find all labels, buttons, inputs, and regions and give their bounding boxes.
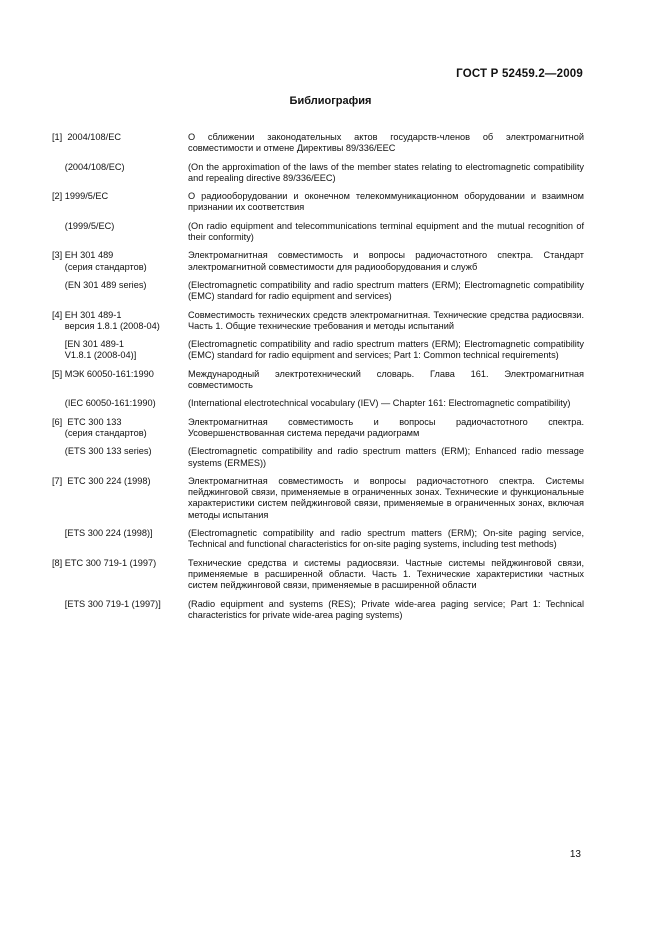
entry-pair-english	[52, 280, 584, 303]
reference-title: (Radio equipment and systems (RES); Private wide-area paging service; Part 1: Technical characteristics for private wide-area paging systems)	[188, 598, 584, 620]
reference-line: (IEC 60050-161:1990)	[52, 398, 156, 409]
reference-line: [1] 2004/108/ЕС	[52, 132, 121, 142]
reference-title: Электромагнитная совместимость и вопросы радиочастотного спектра. Стандарт электромагнитной совместимости для радиооборудования и служб	[188, 250, 584, 272]
reference-designation	[52, 528, 188, 551]
reference-line: [ETS 300 719-1 (1997)]	[52, 598, 161, 609]
entry-pair-russian	[52, 310, 584, 333]
reference-line: [4] ЕН 301 489-1	[52, 309, 122, 320]
reference-line: (EN 301 489 series)	[52, 279, 147, 290]
page-number: 13	[569, 849, 581, 860]
reference-designation	[52, 417, 188, 440]
reference-title: (Electromagnetic compatibility and radio spectrum matters (ERM); Electromagnetic compatibility (EMC) standard for radio equipment and services)	[188, 279, 584, 302]
reference-line: [ETS 300 224 (1998)]	[52, 528, 153, 539]
bibliography-entry-2	[52, 191, 584, 243]
reference-title: Совместимость технических средств электромагнитная. Технические средства радиосвязи. Часть 1. Общие технические требования и методы испытаний	[188, 309, 584, 331]
reference-title: (Electromagnetic compatibility and radio spectrum matters (ERM); Electromagnetic compatibility (EMC) standard for radio equipment and services; Part 1: Common technical requirements)	[188, 339, 584, 361]
reference-line: [5] МЭК 60050-161:1990	[52, 368, 154, 379]
entry-pair-russian	[52, 558, 584, 592]
entry-pair-russian	[52, 132, 584, 155]
reference-designation	[52, 132, 188, 155]
reference-title: (International electrotechnical vocabulary (IEV) — Chapter 161: Electromagnetic compatibility)	[188, 398, 571, 409]
bibliography-entry-6	[52, 417, 584, 469]
entry-pair-russian	[52, 191, 584, 214]
bibliography-list	[52, 132, 584, 628]
bibliography-entry-4	[52, 310, 584, 362]
reference-line: [7] ЕТС 300 224 (1998)	[52, 475, 151, 486]
bibliography-entry-5	[52, 369, 584, 410]
reference-line: (2004/108/ЕС)	[52, 161, 125, 172]
reference-designation	[52, 191, 188, 214]
reference-designation	[52, 398, 188, 409]
reference-line: [8] ЕТС 300 719-1 (1997)	[52, 557, 157, 568]
reference-line: (серия стандартов)	[52, 261, 147, 272]
entry-pair-english	[52, 528, 584, 551]
reference-line: V1.8.1 (2008-04)]	[52, 350, 137, 361]
reference-line: версия 1.8.1 (2008-04)	[52, 320, 160, 331]
reference-designation	[52, 221, 188, 244]
page-title: Библиография	[289, 95, 372, 107]
reference-title: Технические средства и системы радиосвязи. Частные системы пейджинговой связи, применяемые в расширенной области. Часть 1. Технические характеристики частных систем пейджинговой связи, применяемые в расширенной области	[188, 557, 584, 591]
bibliography-entry-8	[52, 558, 584, 621]
entry-pair-english	[52, 446, 584, 469]
reference-title: (Electromagnetic compatibility and radio spectrum matters (ERM); On-site paging service, Technical and functional characteristics for on-site paging systems, including test methods)	[188, 528, 584, 550]
reference-line: [2] 1999/5/ЕС	[52, 191, 109, 202]
reference-line: (ETS 300 133 series)	[52, 446, 152, 457]
reference-designation	[52, 339, 188, 362]
document-code-header: ГОСТ Р 52459.2—2009	[456, 68, 583, 80]
bibliography-entry-3	[52, 250, 584, 302]
reference-designation	[52, 446, 188, 469]
reference-designation	[52, 599, 188, 622]
reference-designation	[52, 162, 188, 185]
entry-pair-russian	[52, 250, 584, 273]
entry-pair-english	[52, 221, 584, 244]
reference-title: (On the approximation of the laws of the member states relating to electromagnetic compatibility and repealing directive 89/336/EEC)	[188, 161, 584, 183]
entry-pair-english	[52, 398, 584, 409]
reference-line: [6] ЕТС 300 133	[52, 416, 122, 427]
reference-line: (серия стандартов)	[52, 427, 147, 438]
entry-pair-english	[52, 339, 584, 362]
entry-pair-russian	[52, 417, 584, 440]
entry-pair-english	[52, 162, 584, 185]
reference-title: (Electromagnetic compatibility and radio spectrum matters (ERM); Enhanced radio message systems (ERMES))	[188, 446, 584, 468]
reference-line: [EN 301 489-1	[52, 339, 125, 350]
reference-title: Электромагнитная совместимость и вопросы радиочастотного спектра. Системы пейджинговой связи, применяемые в ограниченных зонах. Технические и функциональные характеристики систем пейджинговой связи, применяемые в ограниченных зонах, включая методы испытания	[188, 475, 584, 520]
reference-designation	[52, 476, 188, 521]
reference-line: (1999/5/ЕС)	[52, 220, 115, 231]
reference-designation	[52, 558, 188, 592]
reference-designation	[52, 310, 188, 333]
bibliography-entry-7	[52, 476, 584, 551]
entry-pair-russian	[52, 369, 584, 392]
bibliography-entry-1	[52, 132, 584, 184]
reference-title: О радиооборудовании и оконечном телекоммуникационном оборудовании и взаимном признании их соответствия	[188, 191, 584, 213]
reference-designation	[52, 280, 188, 303]
entry-pair-english	[52, 599, 584, 622]
reference-designation	[52, 250, 188, 273]
reference-title: Международный электротехнический словарь. Глава 161. Электромагнитная совместимость	[188, 368, 584, 391]
reference-title: Электромагнитная совместимость и вопросы радиочастотного спектра. Усовершенствованная система передачи радиограмм	[188, 416, 584, 438]
reference-designation	[52, 369, 188, 392]
entry-pair-russian	[52, 476, 584, 521]
reference-title: О сближении законодательных актов государств-членов об электромагнитной совместимости и отмене Директивы 89/336/ЕЕС	[188, 132, 584, 154]
reference-line: [3] ЕН 301 489	[52, 250, 114, 261]
reference-title: (On radio equipment and telecommunications terminal equipment and the mutual recognition of their conformity)	[188, 220, 584, 243]
